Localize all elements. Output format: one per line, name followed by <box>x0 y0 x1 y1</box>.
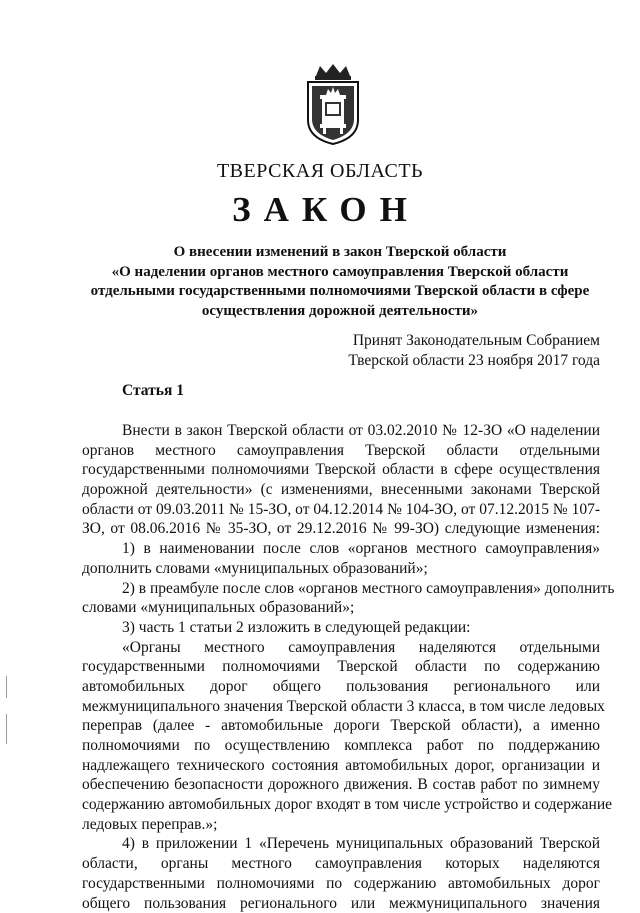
body-line: государственными полномочиями Тверской области по содержанию <box>82 657 600 677</box>
scan-margin-mark <box>6 714 7 744</box>
body-line: государственными полномочиями Тверской области в сфере осуществления <box>82 460 600 480</box>
body-line: «Органы местного самоуправления наделяются отдельными <box>82 638 600 658</box>
body-line: ЗО, от 08.06.2016 № 35-ЗО, от 29.12.2016 № 99-ЗО) следующие изменения: <box>82 519 600 539</box>
body-line: Внести в закон Тверской области от 03.02.2010 № 12-ЗО «О наделении <box>82 421 600 441</box>
body-line: дополнить словами «муниципальных образований»; <box>82 559 600 579</box>
body-line: 3) часть 1 статьи 2 изложить в следующей редакции: <box>82 618 600 638</box>
law-title-line: «О наделении органов местного самоуправления Тверской области <box>80 263 600 283</box>
law-title-line: отдельными государственными полномочиями Тверской области в сфере <box>80 282 600 302</box>
adoption-note <box>348 331 600 371</box>
coat-of-arms-icon <box>302 62 364 146</box>
body-line: области от 09.03.2011 № 15-ЗО, от 04.12.2014 № 104-ЗО, от 07.12.2015 № 107- <box>82 500 600 520</box>
body-line: содержанию автомобильных дорог входят в том числе устройство и содержание <box>82 795 600 815</box>
law-title <box>80 243 600 321</box>
adoption-note-line: Принят Законодательным Собранием <box>348 331 600 351</box>
body-line: органов местного самоуправления Тверской области отдельными <box>82 441 600 461</box>
body-line: 2) в преамбуле после слов «органов местного самоуправления» дополнить <box>82 579 600 599</box>
body-line: автомобильных дорог общего пользования регионального или <box>82 677 600 697</box>
body-line: общего пользования регионального или межмуниципального значения <box>82 894 600 913</box>
body-line: словами «муниципальных образований»; <box>82 598 600 618</box>
document-type-heading: ЗАКОН <box>0 190 640 230</box>
body-line: надлежащего технического состояния автомобильных дорог, организации и <box>82 756 600 776</box>
law-title-line: О внесении изменений в закон Тверской области <box>80 243 600 263</box>
article-heading: Статья 1 <box>122 382 184 400</box>
article-body <box>82 421 600 913</box>
body-line: дорожной деятельности» (с изменениями, внесенными законами Тверской <box>82 480 600 500</box>
body-line: полномочиями по осуществлению комплекса работ по поддержанию <box>82 736 600 756</box>
scan-margin-mark <box>6 676 7 698</box>
body-line: переправ (далее - автомобильные дороги Тверской области), а именно <box>82 716 600 736</box>
law-title-line: осуществления дорожной деятельности» <box>80 302 600 322</box>
adoption-note-line: Тверской области 23 ноября 2017 года <box>348 351 600 371</box>
region-heading: ТВЕРСКАЯ ОБЛАСТЬ <box>0 160 640 183</box>
body-line: 4) в приложении 1 «Перечень муниципальных образований Тверской <box>82 834 600 854</box>
body-line: обеспечению безопасности дорожного движения. В состав работ по зимнему <box>82 775 600 795</box>
body-line: 1) в наименовании после слов «органов местного самоуправления» <box>82 539 600 559</box>
body-line: государственными полномочиями по содержанию автомобильных дорог <box>82 874 600 894</box>
body-line: области, органы местного самоуправления которых наделяются <box>82 854 600 874</box>
body-line: межмуниципального значения Тверской области 3 класса, в том числе ледовых <box>82 697 600 717</box>
body-line: ледовых переправ.»; <box>82 815 600 835</box>
